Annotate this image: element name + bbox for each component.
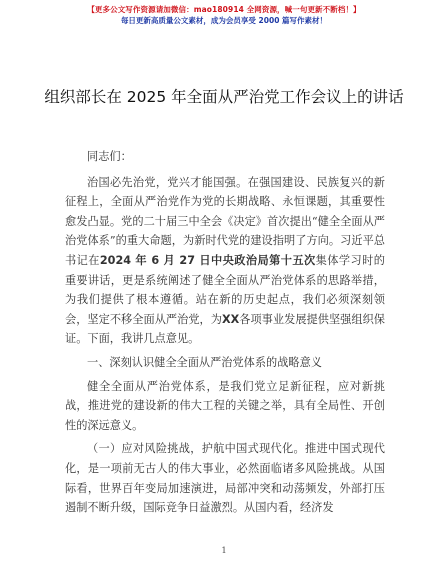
banner-line-blue: 每日更新高质量公文素材，成为会员享受 2000 篇写作素材！ [120,16,328,25]
paragraph-1-text-end: 各项事业发展提供坚强组织保证。下面，我讲几点意见。 [65,312,385,346]
page-number: 1 [221,546,227,555]
document-title: 组织部长在 2025 年全面从严治党工作会议上的讲话 [44,88,404,106]
paragraph-2: 健全全面从严治党体系，是我们党立足新征程，应对新挑战，推进党的建设新的伟大工程的关键之举，具有全局性、开创性的深远意义。 [65,379,385,432]
paragraph-1-text-cont: 集体学习时的重要讲话，更是系统阐述了健全全面从严治党体系的思路举措，为我们提供了根本遵循。站在新的历史起点，我们必须深刻领会，坚定不移全面从严治党，为 [65,253,385,326]
paragraph-1-bold-date: 2024 年 6 月 27 日中央政治局第十五次 [99,253,316,267]
promo-banner [0,4,448,26]
paragraph-3: （一）应对风险挑战，护航中国式现代化。推进中国式现代化，是一项前无古人的伟大事业，必然面临诸多风险挑战。从国际看，世界百年变局加速演进，局部冲突和动荡频发，外部打压遏制不断升级，国际竞争日益激烈。从国内看，经济发 [65,442,385,515]
banner-line-red: 【更多公文写作资源请加微信：mao180914 全网资源，喊一句更新不断档！】 [87,5,361,14]
paragraph-1 [65,173,385,349]
paragraph-1-xx: XX [221,312,240,326]
document-body [65,147,385,522]
salutation: 同志们： [87,150,132,163]
section-heading-1: 一、深刻认识健全全面从严治党体系的战略意义 [87,355,322,369]
paragraph-1-text: 治国必先治党，党兴才能国强。在强国建设、民族复兴的新征程上，全面从严治党作为党的长期战略、永恒课题，其重要性愈发凸显。党的二十届三中全会《决定》首次提出“健全全面从严治党体系”的重大命题，为新时代党的建设指明了方向。习近平总书记在 [65,175,385,267]
